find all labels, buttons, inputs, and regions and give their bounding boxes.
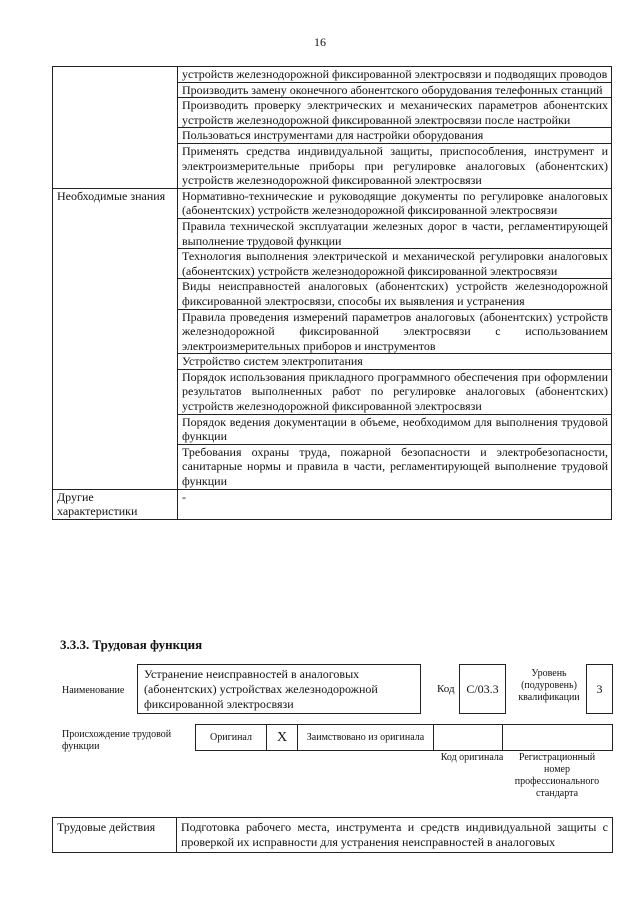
requirement-item: - [178, 489, 612, 519]
function-code-box: C/03.3 [459, 664, 506, 714]
actions-label: Трудовые действия [53, 818, 177, 853]
requirement-row [53, 188, 612, 218]
origin-label: Происхождение трудовой функции [62, 729, 172, 752]
original-cell: Оригинал [196, 725, 267, 751]
name-label: Наименование [62, 685, 125, 696]
reg-number-label: Регистрационный номер профессионального стандарта [514, 752, 600, 799]
requirement-group-label: Другие характеристики [53, 489, 178, 519]
requirement-group-label: Необходимые знания [53, 188, 178, 489]
function-name-box: Устранение неисправностей в аналоговых (абонентских) устройствах железнодорожной фиксированной электросвязи [137, 664, 421, 714]
level-label: Уровень (подуровень) квалификации [518, 668, 580, 703]
requirement-item: Технология выполнения электрической и механической регулировки аналоговых (абонентских) устройств железнодорожной фиксированной электросвязи [178, 249, 612, 279]
actions-text: Подготовка рабочего места, инструмента и средств индивидуальной защиты с проверкой их исправности для устранения неисправностей в аналоговых [177, 818, 613, 853]
code-label: Код [437, 683, 455, 695]
requirement-group-label [53, 67, 178, 189]
requirement-item: Производить замену оконечного абонентского оборудования телефонных станций [178, 82, 612, 98]
actions-table [52, 817, 613, 853]
requirement-item: устройств железнодорожной фиксированной электросвязи и подводящих проводов [178, 67, 612, 83]
requirement-item: Порядок ведения документации в объеме, необходимом для выполнения трудовой функции [178, 414, 612, 444]
requirements-table [52, 66, 612, 520]
reg-number-cell [503, 725, 613, 751]
requirement-item: Производить проверку электрических и механических параметров абонентских устройств железнодорожной фиксированной электросвязи после настройки [178, 98, 612, 128]
code-original-cell [434, 725, 503, 751]
requirement-item: Нормативно-технические и руководящие документы по регулировке аналоговых (абонентских) устройств железнодорожной фиксированной электросвязи [178, 188, 612, 218]
level-box: 3 [586, 664, 613, 714]
requirement-item: Пользоваться инструментами для настройки оборудования [178, 128, 612, 144]
requirement-item: Требования охраны труда, пожарной безопасности и электробезопасности, санитарные нормы и правила в части, регламентирующей выполнение трудовой функции [178, 444, 612, 489]
requirement-item: Правила технической эксплуатации железных дорог в части, регламентирующей выполнение трудовой функции [178, 218, 612, 248]
requirement-item: Порядок использования прикладного программного обеспечения при оформлении результатов выполненных работ по регулировке аналоговых (абонентских) устройств железнодорожной фиксированной электросвязи [178, 369, 612, 414]
requirement-item: Применять средства индивидуальной защиты, приспособления, инструмент и электроизмерительные приборы при регулировке аналоговых (абонентских) устройств железнодорожной фиксированной электросвязи [178, 143, 612, 188]
page-number: 16 [314, 35, 326, 49]
code-original-label: Код оригинала [440, 752, 504, 763]
requirement-item: Правила проведения измерений параметров аналоговых (абонентских) устройств железнодорожной фиксированной электросвязи с использованием электроизмерительных приборов и инструментов [178, 309, 612, 354]
section-title: 3.3.3. Трудовая функция [60, 637, 203, 652]
original-mark: X [267, 725, 298, 751]
origin-table [195, 724, 613, 751]
requirement-row [53, 67, 612, 83]
requirement-item: Виды неисправностей аналоговых (абонентских) устройств железнодорожной фиксированной электросвязи, способы их выявления и устранения [178, 279, 612, 309]
requirement-item: Устройство систем электропитания [178, 354, 612, 370]
borrowed-cell: Заимствовано из оригинала [298, 725, 434, 751]
requirement-row [53, 489, 612, 519]
